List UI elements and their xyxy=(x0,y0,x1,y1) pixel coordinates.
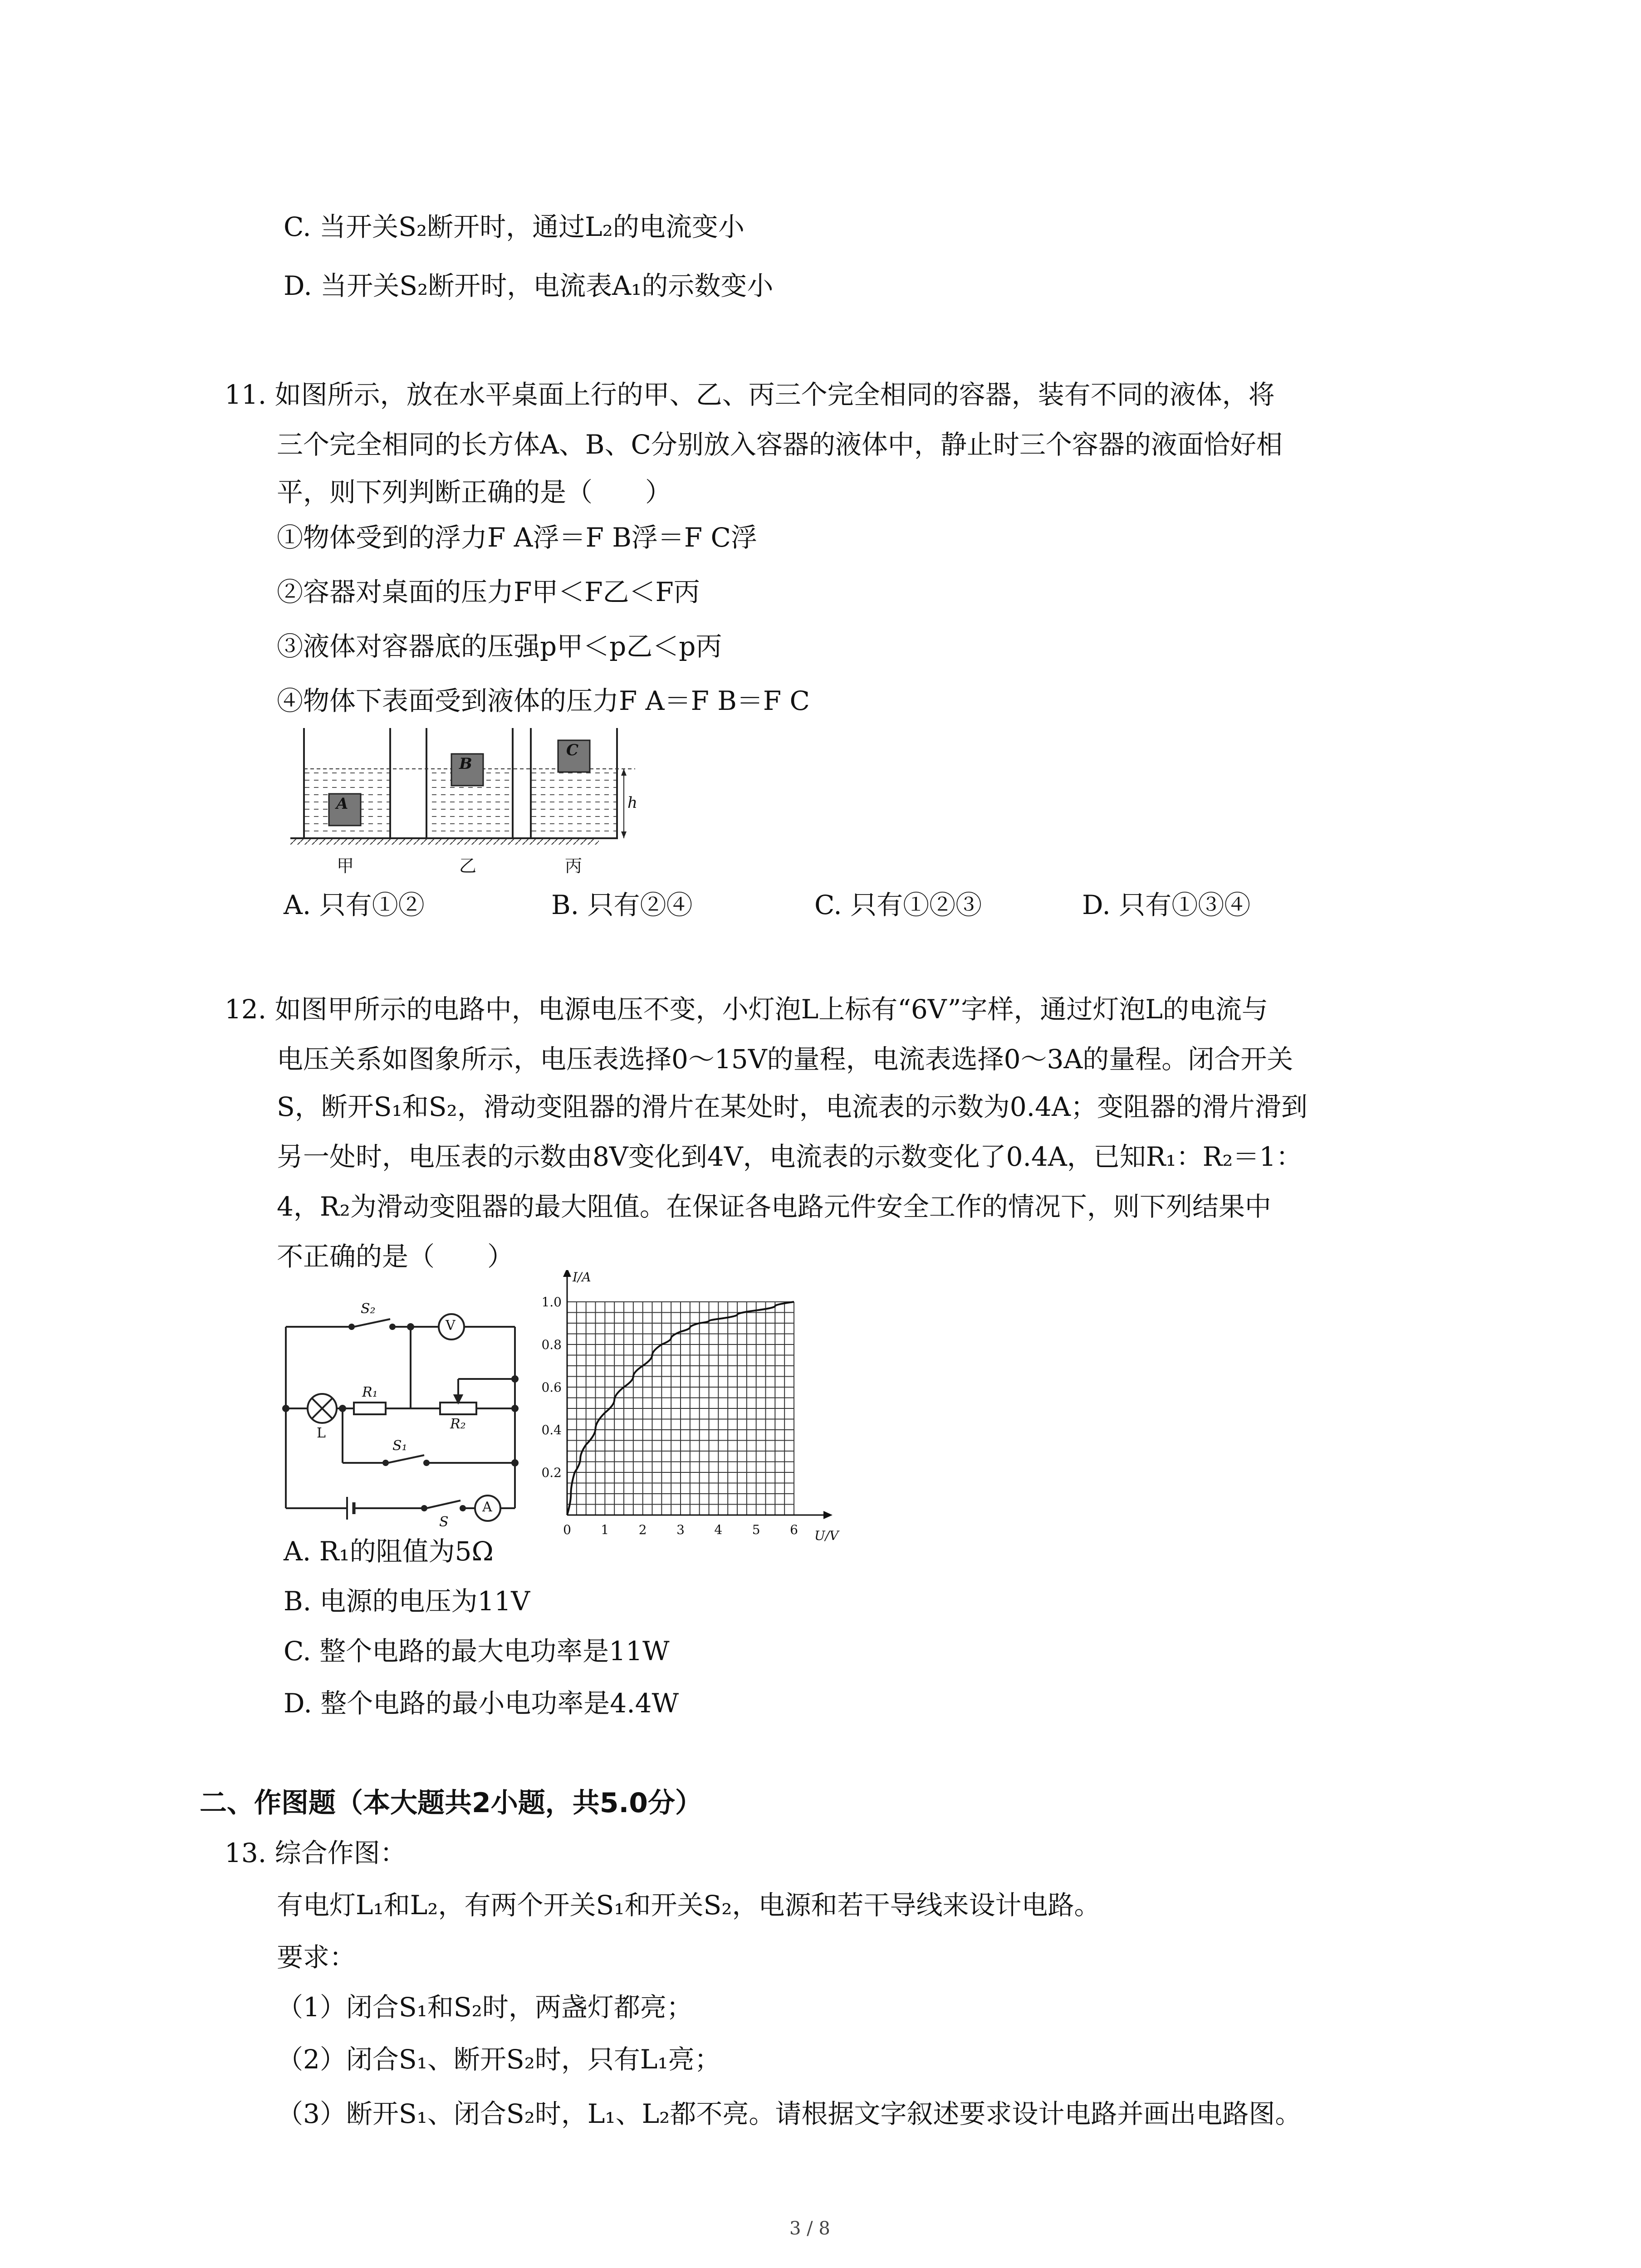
y-tick-label: 0.6 xyxy=(541,1380,562,1395)
q11-item-1: ①物体受到的浮力F A浮＝F B浮＝F C浮 xyxy=(277,522,757,553)
y-tick-label: 0.8 xyxy=(541,1337,562,1352)
q12-stem-5: 4，R₂为滑动变阻器的最大阻值。在保证各电路元件安全工作的情况下，则下列结果中 xyxy=(277,1191,1271,1222)
q11-containers-figure xyxy=(286,726,649,880)
container-label-bing: 丙 xyxy=(565,856,583,876)
circuit-label-v: V xyxy=(446,1318,456,1334)
q11-option-b: B. 只有②④ xyxy=(551,890,693,920)
circuit-label-s1: S₁ xyxy=(392,1438,407,1454)
block-c-label: C xyxy=(566,741,579,759)
block-a-label: A xyxy=(336,795,348,813)
q11-item-2: ②容器对桌面的压力F甲＜F乙＜F丙 xyxy=(277,577,700,607)
q12-stem-1: 12. 如图甲所示的电路中，电源电压不变，小灯泡L上标有“6V”字样，通过灯泡L的电流与 xyxy=(225,994,1268,1025)
q12-stem-6: 不正确的是（ ） xyxy=(277,1241,514,1272)
height-label: h xyxy=(627,794,637,812)
container-label-jia: 甲 xyxy=(337,856,354,876)
x-tick-label: 4 xyxy=(714,1522,723,1537)
q12-option-b: B. 电源的电压为11V xyxy=(284,1586,530,1617)
q13-line-1: 有电灯L₁和L₂，有两个开关S₁和开关S₂，电源和若干导线来设计电路。 xyxy=(277,1890,1101,1921)
container-label-yi: 乙 xyxy=(459,856,477,876)
q11-stem-3: 平，则下列判断正确的是（ ） xyxy=(277,477,672,508)
q11-stem-2: 三个完全相同的长方体A、B、C分别放入容器的液体中，静止时三个容器的液面恰好相 xyxy=(277,429,1283,460)
q11-option-c: C. 只有①②③ xyxy=(814,890,982,920)
q13-title: 13. 综合作图： xyxy=(225,1838,407,1868)
q12-option-a: A. R₁的阻值为5Ω xyxy=(284,1536,494,1567)
section-2-title: 二、作图题（本大题共2小题，共5.0分） xyxy=(200,1787,703,1819)
x-tick-label: 1 xyxy=(601,1522,609,1537)
q11-item-3: ③液体对容器底的压强p甲＜p乙＜p丙 xyxy=(277,631,722,662)
page-number: 3 / 8 xyxy=(789,2218,830,2239)
circuit-label-s2: S₂ xyxy=(361,1301,376,1317)
x-tick-label: 2 xyxy=(638,1522,647,1537)
y-tick-label: 1.0 xyxy=(541,1295,562,1310)
q10-option-c: C. 当开关S₂断开时，通过L₂的电流变小 xyxy=(284,211,745,242)
y-axis-label: I/A xyxy=(573,1270,591,1285)
q11-item-4: ④物体下表面受到液体的压力F A＝F B＝F C xyxy=(277,685,810,716)
q12-circuit-diagram xyxy=(281,1301,535,1533)
block-b-label: B xyxy=(459,755,472,773)
q12-option-c: C. 整个电路的最大电功率是11W xyxy=(284,1636,670,1667)
q12-stem-3: S，断开S₁和S₂，滑动变阻器的滑片在某处时，电流表的示数为0.4A；变阻器的滑片滑到 xyxy=(277,1091,1308,1122)
q12-stem-4: 另一处时，电压表的示数由8V变化到4V，电流表的示数变化了0.4A，已知R₁：R₂＝1： xyxy=(277,1141,1303,1172)
circuit-label-r2: R₂ xyxy=(450,1416,466,1432)
y-axis-arrow xyxy=(563,1270,571,1277)
q11-option-a: A. 只有①② xyxy=(284,890,425,920)
y-tick-label: 0.2 xyxy=(541,1465,562,1480)
x-tick-label: 6 xyxy=(790,1522,798,1537)
x-axis-arrow xyxy=(823,1511,833,1519)
q12-stem-2: 电压关系如图象所示，电压表选择0～15V的量程，电流表选择0～3A的量程。闭合开关 xyxy=(277,1044,1293,1075)
x-axis-label: U/V xyxy=(814,1528,839,1543)
q13-line-3: （1）闭合S₁和S₂时，两盏灯都亮； xyxy=(277,1992,693,2023)
circuit-label-l: L xyxy=(317,1425,326,1441)
y-tick-label: 0.4 xyxy=(541,1422,562,1437)
q13-line-4: （2）闭合S₁、断开S₂时，只有L₁亮； xyxy=(277,2044,721,2075)
q10-option-d: D. 当开关S₂断开时，电流表A₁的示数变小 xyxy=(284,270,774,301)
q11-option-d: D. 只有①③④ xyxy=(1082,890,1251,920)
circuit-label-s: S xyxy=(439,1514,449,1530)
q11-stem-1: 11. 如图所示，放在水平桌面上行的甲、乙、丙三个完全相同的容器，装有不同的液体，将 xyxy=(225,379,1275,410)
q13-line-5: （3）断开S₁、闭合S₂时，L₁、L₂都不亮。请根据文字叙述要求设计电路并画出电路图。 xyxy=(277,2098,1302,2129)
q12-iu-chart xyxy=(540,1270,867,1547)
q12-option-d: D. 整个电路的最小电功率是4.4W xyxy=(284,1688,679,1719)
q11-options xyxy=(284,887,1509,923)
circuit-label-r1: R₁ xyxy=(362,1384,378,1400)
circuit-label-a: A xyxy=(482,1499,492,1515)
x-tick-label: 3 xyxy=(676,1522,685,1537)
x-tick-label: 5 xyxy=(752,1522,760,1537)
q13-line-2: 要求： xyxy=(277,1942,356,1973)
x-tick-label: 0 xyxy=(563,1522,571,1537)
